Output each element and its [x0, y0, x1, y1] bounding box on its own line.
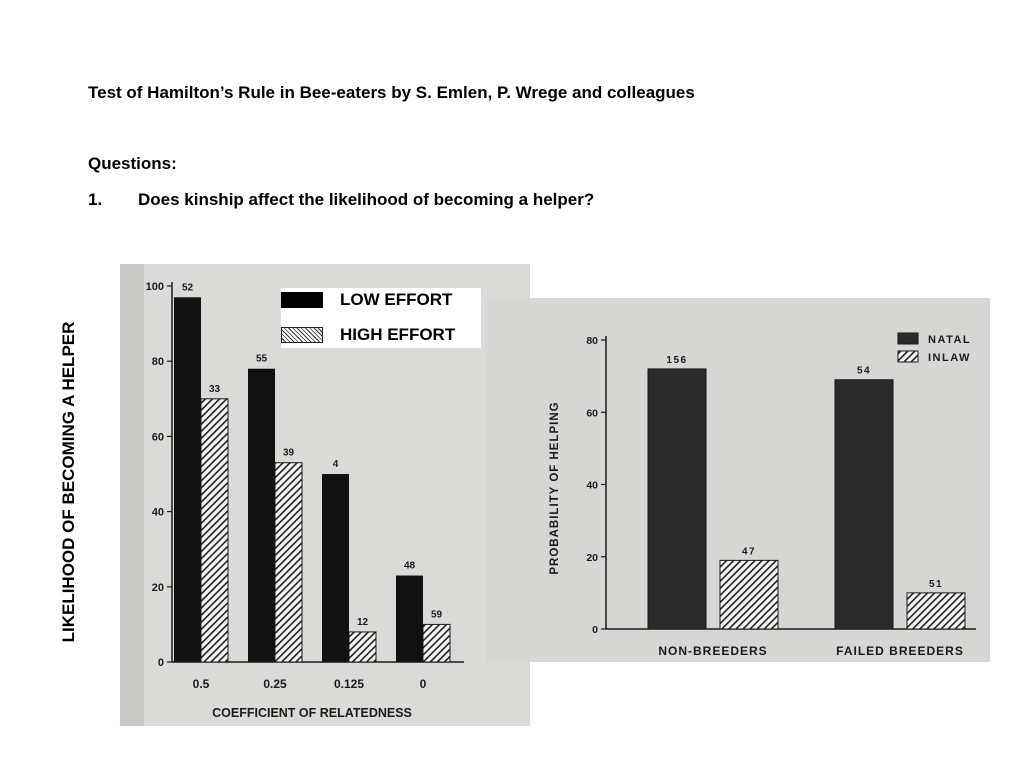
bar-sample-size-label: 12: [356, 616, 369, 628]
bar-sample-size-label: 39: [282, 447, 295, 459]
bar-low-effort: [322, 474, 349, 662]
legend-label-natal: NATAL: [928, 334, 972, 346]
bar-low-effort: [396, 576, 423, 662]
y-tick-label: 60: [151, 431, 164, 444]
y-tick-label: 40: [586, 479, 598, 492]
bar-low-effort: [174, 297, 201, 662]
bar-high-effort: [423, 624, 450, 662]
x-tick-label: 0: [419, 677, 427, 691]
questions-heading: Questions:: [88, 154, 177, 173]
y-axis-title: PROBABILITY OF HELPING: [549, 401, 561, 575]
y-tick-label: 0: [157, 657, 164, 669]
x-axis-title: COEFFICIENT OF RELATEDNESS: [212, 706, 412, 720]
legend-item-low-effort: [281, 289, 452, 311]
bar-sample-size-label: 51: [928, 578, 944, 590]
scan-edge-shadow: [120, 264, 144, 726]
bar-sample-size-label: 54: [856, 365, 872, 377]
bar-low-effort: [248, 369, 275, 662]
legend-swatch-inlaw: [898, 351, 918, 362]
y-tick-label: 20: [586, 551, 598, 564]
legend-item-high-effort: [281, 324, 455, 346]
y-tick-label: 40: [151, 506, 164, 519]
side-axis-label: LIKELIHOOD OF BECOMING A HELPER: [59, 321, 78, 643]
bar-sample-size-label: 48: [403, 560, 416, 572]
y-tick-label: 60: [586, 407, 598, 420]
x-tick-label: 0.25: [263, 677, 287, 691]
y-tick-label: 0: [592, 624, 598, 636]
bar-inlaw: [720, 560, 778, 629]
question-text: Does kinship affect the likelihood of becoming a helper?: [138, 190, 595, 209]
legend-label-high-effort: HIGH EFFORT: [340, 325, 456, 344]
bar-high-effort: [275, 463, 302, 662]
bar-inlaw: [907, 593, 965, 629]
bar-sample-size-label: 33: [208, 383, 221, 395]
bar-sample-size-label: 47: [741, 546, 757, 558]
question-item: [88, 190, 594, 210]
x-tick-label: 0.5: [192, 677, 210, 691]
slide-title: Test of Hamilton’s Rule in Bee-eaters by S. Emlen, P. Wrege and colleagues: [88, 83, 695, 102]
effort-legend: [281, 288, 481, 348]
bar-high-effort: [349, 632, 376, 662]
x-tick-label: FAILED BREEDERS: [836, 644, 964, 658]
bar-sample-size-label: 52: [181, 282, 194, 294]
bar-high-effort: [201, 399, 228, 662]
y-tick-label: 80: [586, 335, 598, 347]
bar-sample-size-label: 156: [666, 354, 688, 366]
bar-natal: [835, 380, 893, 629]
x-tick-label: 0.125: [333, 677, 365, 691]
helping-probability-bar-chart: [486, 298, 990, 662]
legend-label-inlaw: INLAW: [928, 352, 971, 364]
question-number: 1.: [88, 190, 103, 209]
bar-sample-size-label: 59: [430, 609, 443, 621]
bar-sample-size-label: 4: [332, 459, 339, 470]
legend-swatch-natal: [898, 333, 918, 344]
y-tick-label: 100: [145, 281, 164, 293]
x-tick-label: NON-BREEDERS: [658, 644, 768, 658]
legend-label-low-effort: LOW EFFORT: [340, 290, 453, 309]
low-effort-swatch: [281, 292, 323, 308]
y-tick-label: 20: [151, 581, 164, 594]
bar-natal: [648, 369, 706, 629]
high-effort-swatch: [281, 327, 323, 343]
bar-sample-size-label: 55: [255, 353, 268, 365]
y-tick-label: 80: [151, 356, 164, 369]
